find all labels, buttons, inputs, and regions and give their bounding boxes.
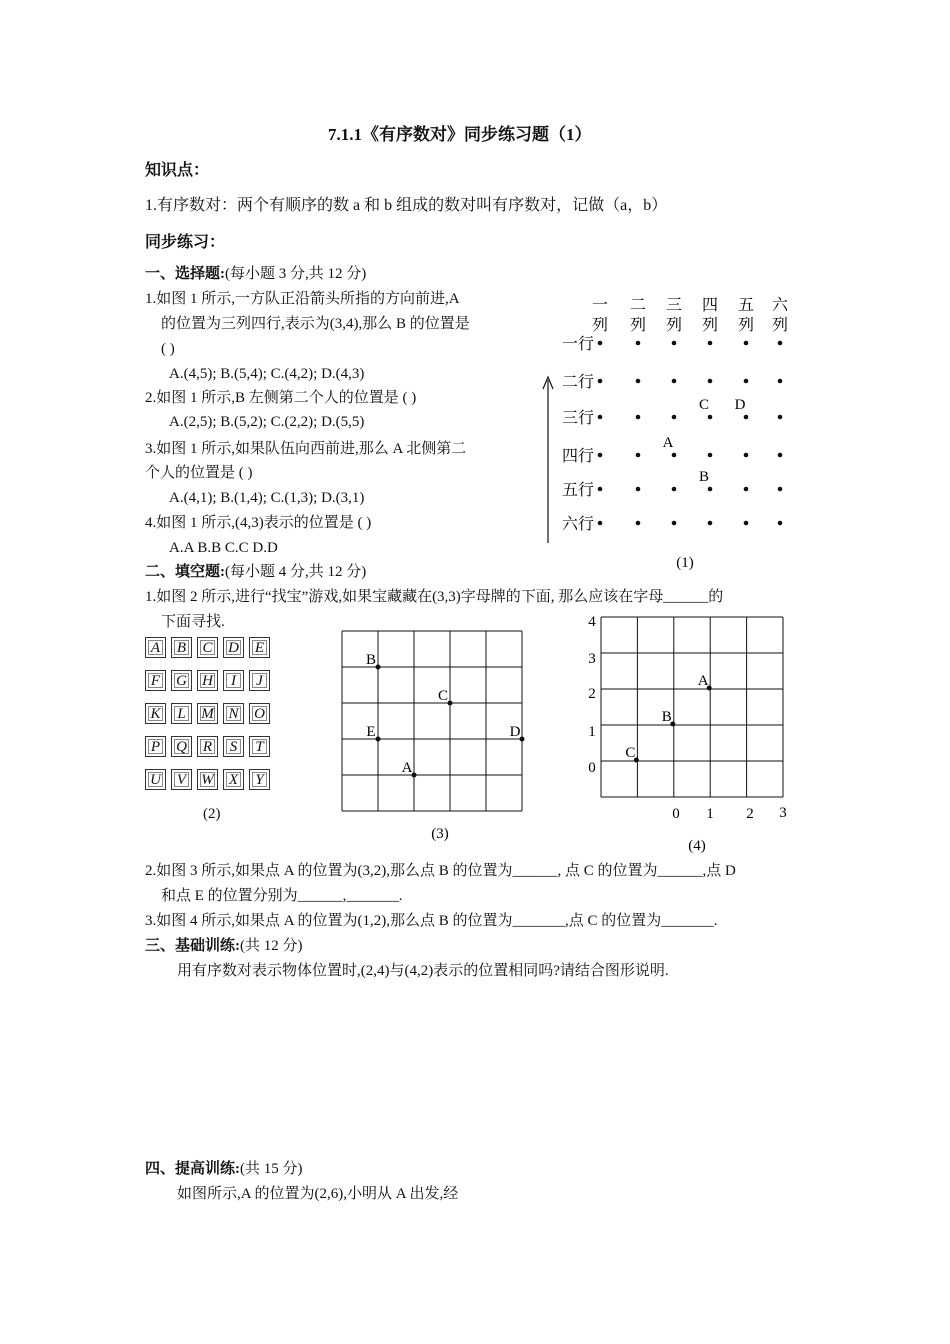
section2-header bbox=[145, 563, 366, 581]
s2-q2-line1: 2.如图 3 所示,如果点 A 的位置为(3,2),那么点 B 的位置为______, 点 C 的位置为______,点 D bbox=[145, 863, 736, 879]
column-header-top: 一 bbox=[591, 297, 609, 314]
letter-card-u: U bbox=[145, 769, 166, 790]
section2-heading: 二、填空题: bbox=[145, 564, 225, 580]
letter-card-b: B bbox=[171, 637, 192, 658]
column-header-top: 六 bbox=[771, 297, 789, 314]
section4-note: (共 15 分) bbox=[240, 1161, 303, 1177]
column-header-bottom: 列 bbox=[665, 317, 683, 334]
formation-dot bbox=[672, 379, 677, 384]
point-label-b: B bbox=[698, 469, 710, 485]
letter-card-q: Q bbox=[171, 736, 192, 757]
column-header-bottom: 列 bbox=[701, 317, 719, 334]
formation-dot bbox=[744, 415, 749, 420]
column-header-bottom: 列 bbox=[591, 317, 609, 334]
letter-card-g: G bbox=[171, 670, 192, 691]
letter-card-f: F bbox=[145, 670, 166, 691]
letter-card-k: K bbox=[145, 703, 166, 724]
figure-1-caption: (1) bbox=[676, 555, 694, 571]
column-header-bottom: 列 bbox=[737, 317, 755, 334]
column-header-top: 四 bbox=[701, 297, 719, 314]
section3-header bbox=[145, 937, 303, 955]
s1-q1-options: A.(4,5); B.(5,4); C.(4,2); D.(4,3) bbox=[169, 366, 365, 382]
row-label: 五行 bbox=[561, 482, 594, 499]
section4-header bbox=[145, 1160, 303, 1178]
formation-dot bbox=[598, 415, 603, 420]
letter-card-e: E bbox=[249, 637, 270, 658]
column-header-bottom: 列 bbox=[629, 317, 647, 334]
grid-point-label: E bbox=[366, 724, 376, 740]
coord-point-label: C bbox=[625, 745, 636, 761]
letter-card-i: I bbox=[223, 670, 244, 691]
section4-heading: 四、提高训练: bbox=[145, 1161, 240, 1177]
coord-point-label: B bbox=[661, 709, 672, 725]
y-tick-label: 4 bbox=[588, 614, 596, 630]
letter-card-c: C bbox=[197, 637, 218, 658]
s1-q3-line1: 3.如图 1 所示,如果队伍向西前进,那么 A 北侧第二 bbox=[145, 441, 467, 457]
formation-dot bbox=[598, 453, 603, 458]
formation-dot bbox=[636, 415, 641, 420]
y-tick-label: 0 bbox=[588, 760, 596, 776]
formation-dot bbox=[598, 379, 603, 384]
y-tick-label: 2 bbox=[588, 686, 596, 702]
s1-q1-line1: 1.如图 1 所示,一方队正沿箭头所指的方向前进,A bbox=[145, 291, 460, 307]
formation-dot bbox=[778, 379, 783, 384]
formation-dot bbox=[778, 487, 783, 492]
formation-dot bbox=[778, 453, 783, 458]
formation-dot bbox=[744, 521, 749, 526]
grid-point-label: D bbox=[509, 724, 521, 740]
letter-card-w: W bbox=[197, 769, 218, 790]
formation-dot bbox=[636, 453, 641, 458]
letter-card-m: M bbox=[197, 703, 218, 724]
practice-heading: 同步练习： bbox=[145, 234, 226, 251]
column-header-top: 三 bbox=[665, 297, 683, 314]
formation-dot bbox=[778, 415, 783, 420]
letter-card-t: T bbox=[249, 736, 270, 757]
letter-card-j: J bbox=[249, 670, 270, 691]
formation-dot bbox=[744, 487, 749, 492]
formation-dot bbox=[672, 521, 677, 526]
point-label-c: C bbox=[698, 397, 710, 413]
x-tick-label: 0 bbox=[672, 806, 680, 822]
formation-dot bbox=[744, 453, 749, 458]
letter-card-l: L bbox=[171, 703, 192, 724]
section3-heading: 三、基础训练: bbox=[145, 938, 240, 954]
formation-dot bbox=[636, 487, 641, 492]
s1-q2-options: A.(2,5); B.(5,2); C.(2,2); D.(5,5) bbox=[169, 414, 365, 430]
figure-2 bbox=[145, 637, 280, 827]
s1-q1-line3: ( ) bbox=[161, 341, 175, 357]
section1-header bbox=[145, 265, 366, 283]
formation-dot bbox=[708, 341, 713, 346]
section4-text: 如图所示,A 的位置为(2,6),小明从 A 出发,经 bbox=[177, 1186, 459, 1202]
grid-point-label: C bbox=[437, 688, 449, 704]
formation-dot bbox=[708, 379, 713, 384]
formation-dot bbox=[778, 341, 783, 346]
column-header-top: 二 bbox=[629, 297, 647, 314]
x-tick-label: 1 bbox=[706, 806, 714, 822]
coord-point-label: A bbox=[697, 673, 709, 689]
grid-point-b bbox=[376, 665, 381, 670]
column-header-bottom: 列 bbox=[771, 317, 789, 334]
row-label: 一行 bbox=[561, 336, 594, 353]
figure-1 bbox=[540, 285, 810, 575]
formation-dot bbox=[672, 341, 677, 346]
s1-q3-line2: 个人的位置是 ( ) bbox=[145, 465, 253, 481]
letter-card-r: R bbox=[197, 736, 218, 757]
formation-dot bbox=[708, 453, 713, 458]
s1-q1-line2: 的位置为三列四行,表示为(3,4),那么 B 的位置是 bbox=[161, 316, 470, 332]
formation-dot bbox=[672, 453, 677, 458]
grid-point-label: B bbox=[365, 652, 377, 668]
figure-3 bbox=[335, 625, 535, 845]
row-label: 二行 bbox=[561, 374, 594, 391]
formation-dot bbox=[598, 521, 603, 526]
section3-text: 用有序数对表示物体位置时,(2,4)与(4,2)表示的位置相同吗?请结合图形说明. bbox=[177, 963, 669, 979]
s2-q1-line1: 1.如图 2 所示,进行“找宝”游戏,如果宝藏藏在(3,3)字母牌的下面, 那么应该在字母______的 bbox=[145, 589, 724, 605]
grid-point-label: A bbox=[401, 760, 413, 776]
column-header-top: 五 bbox=[737, 297, 755, 314]
page-title: 7.1.1《有序数对》同步练习题（1） bbox=[328, 125, 592, 144]
point-label-a: A bbox=[662, 435, 674, 451]
formation-dot bbox=[672, 487, 677, 492]
section3-note: (共 12 分) bbox=[240, 938, 303, 954]
formation-dot bbox=[598, 487, 603, 492]
s2-q1-line2: 下面寻找. bbox=[161, 614, 225, 630]
letter-card-n: N bbox=[223, 703, 244, 724]
grid-point-c bbox=[448, 701, 453, 706]
figure-4 bbox=[580, 605, 795, 855]
row-label: 六行 bbox=[561, 516, 594, 533]
letter-card-o: O bbox=[249, 703, 270, 724]
grid-point-e bbox=[376, 737, 381, 742]
formation-dot bbox=[744, 341, 749, 346]
y-tick-label: 3 bbox=[588, 651, 596, 667]
letter-card-v: V bbox=[171, 769, 192, 790]
figure-4-caption: (4) bbox=[688, 838, 706, 854]
y-tick-label: 1 bbox=[588, 724, 596, 740]
formation-dot bbox=[598, 341, 603, 346]
formation-dot bbox=[744, 379, 749, 384]
letter-card-s: S bbox=[223, 736, 244, 757]
s1-q2-line1: 2.如图 1 所示,B 左侧第二个人的位置是 ( ) bbox=[145, 390, 417, 406]
s2-q2-line2: 和点 E 的位置分别为______,_______. bbox=[161, 888, 403, 904]
section1-heading: 一、选择题: bbox=[145, 266, 225, 282]
row-label: 三行 bbox=[561, 410, 594, 427]
section2-note: (每小题 4 分,共 12 分) bbox=[225, 564, 367, 580]
letter-card-h: H bbox=[197, 670, 218, 691]
formation-dot bbox=[636, 521, 641, 526]
figure-2-caption: (2) bbox=[203, 806, 221, 822]
row-label: 四行 bbox=[561, 448, 594, 465]
x-tick-label: 2 bbox=[746, 806, 754, 822]
letter-card-d: D bbox=[223, 637, 244, 658]
letter-card-p: P bbox=[145, 736, 166, 757]
formation-dot bbox=[636, 341, 641, 346]
letter-card-a: A bbox=[145, 637, 166, 658]
formation-dot bbox=[708, 415, 713, 420]
point-label-d: D bbox=[734, 397, 746, 413]
s2-q3-line1: 3.如图 4 所示,如果点 A 的位置为(1,2),那么点 B 的位置为_______,点 C 的位置为_______. bbox=[145, 913, 718, 929]
letter-card-x: X bbox=[223, 769, 244, 790]
s1-q3-options: A.(4,1); B.(1,4); C.(1,3); D.(3,1) bbox=[169, 490, 365, 506]
formation-dot bbox=[672, 415, 677, 420]
formation-dot bbox=[778, 521, 783, 526]
knowledge-heading: 知识点： bbox=[145, 162, 210, 179]
formation-dot bbox=[708, 487, 713, 492]
letter-card-y: Y bbox=[249, 769, 270, 790]
s1-q4-line1: 4.如图 1 所示,(4,3)表示的位置是 ( ) bbox=[145, 515, 372, 531]
section1-note: (每小题 3 分,共 12 分) bbox=[225, 266, 367, 282]
figure-3-caption: (3) bbox=[431, 826, 449, 842]
knowledge-text: 1.有序数对：两个有顺序的数 a 和 b 组成的数对叫有序数对，记做（a，b） bbox=[145, 197, 668, 214]
formation-dot bbox=[708, 521, 713, 526]
formation-dot bbox=[636, 379, 641, 384]
x-tick-label: 3 bbox=[779, 805, 787, 821]
s1-q4-options: A.A B.B C.C D.D bbox=[169, 540, 278, 556]
